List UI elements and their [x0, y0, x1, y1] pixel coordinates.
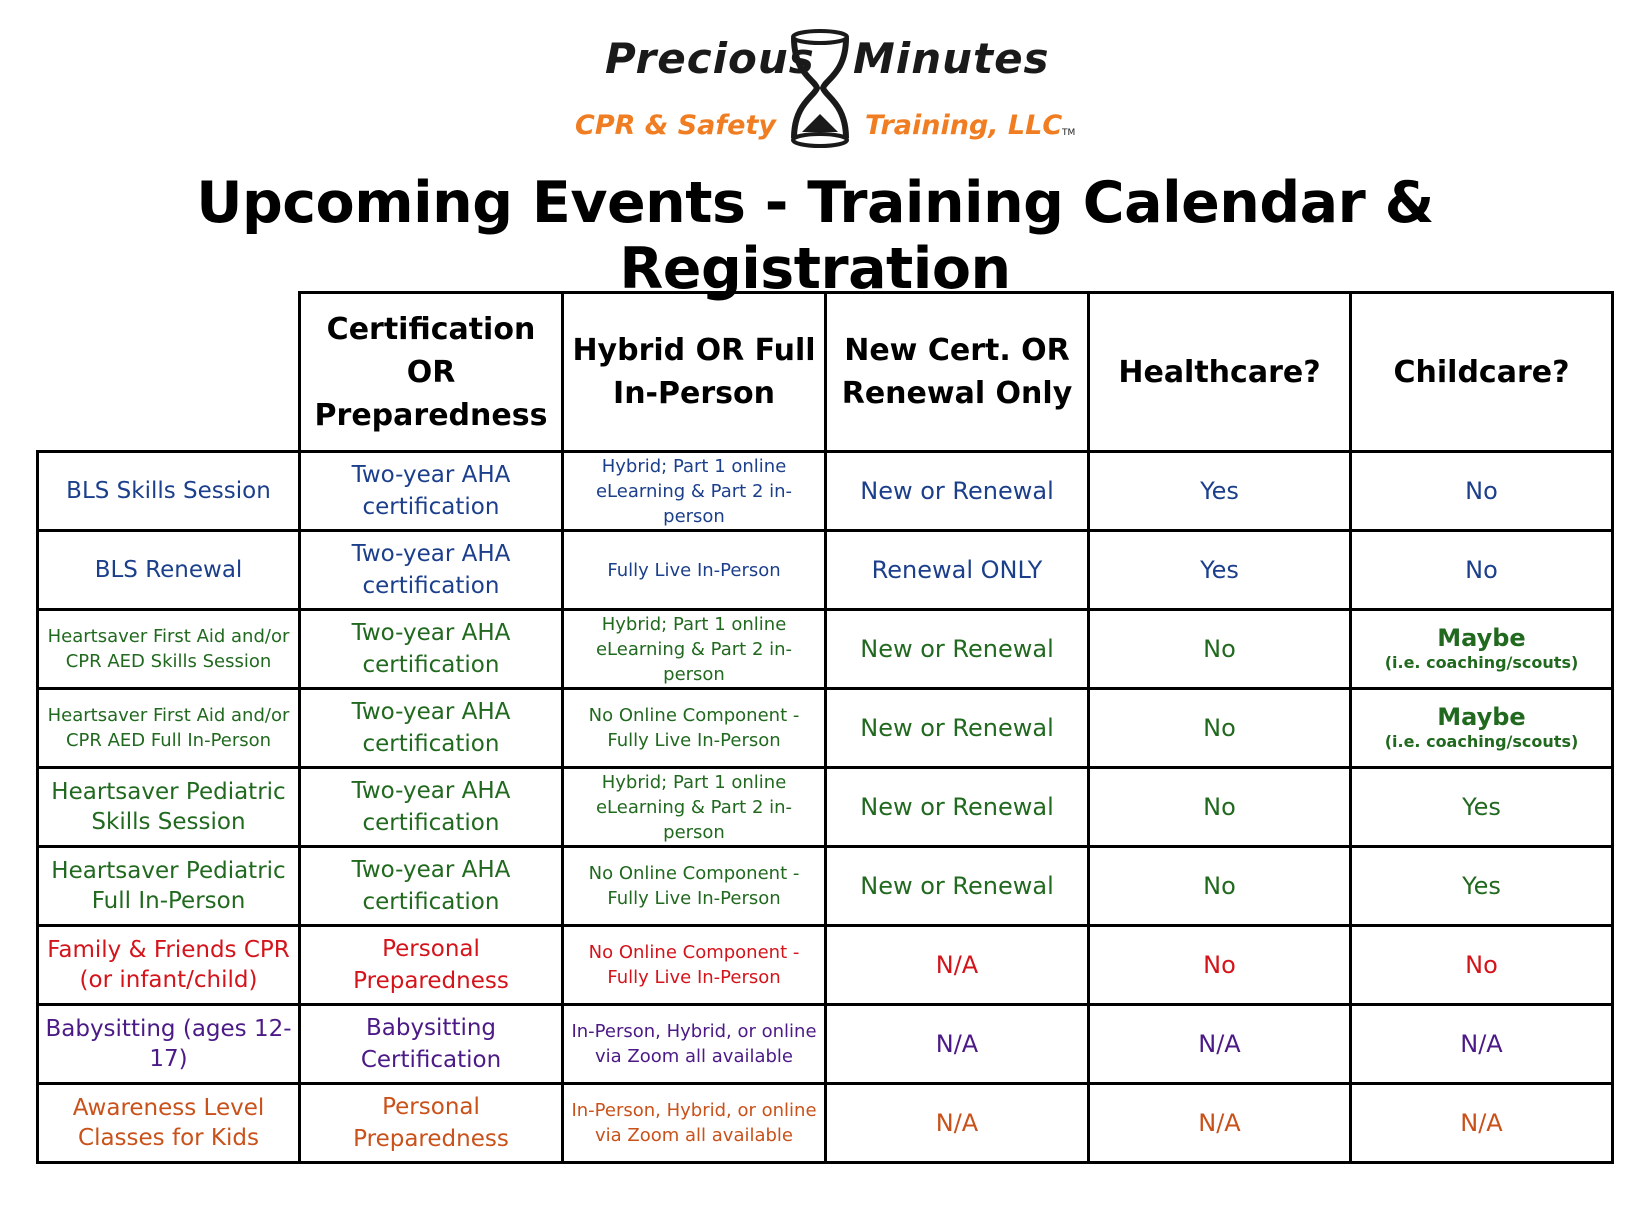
healthcare-value: N/A: [1089, 1005, 1351, 1084]
table-row: [38, 452, 1613, 531]
course-name: Awareness Level Classes for Kids: [38, 1084, 300, 1163]
cert-type: Two-year AHA certification: [300, 452, 563, 531]
delivery-mode: Fully Live In-Person: [563, 531, 826, 610]
table-header-row: [38, 293, 1613, 452]
table-row: [38, 689, 1613, 768]
cert-type: Two-year AHA certification: [300, 531, 563, 610]
header-corner: [38, 293, 300, 452]
childcare-note: (i.e. coaching/scouts): [1384, 653, 1579, 672]
cert-type: Two-year AHA certification: [300, 847, 563, 926]
training-table: [36, 291, 1614, 1164]
cert-type: Babysitting Certification: [300, 1005, 563, 1084]
course-name: Heartsaver First Aid and/or CPR AED Full In-Person: [38, 689, 300, 768]
logo-word-precious: Precious: [605, 34, 815, 83]
cert-type: Two-year AHA certification: [300, 768, 563, 847]
delivery-mode: In-Person, Hybrid, or online via Zoom all available: [563, 1005, 826, 1084]
header-format: Hybrid OR Full In-Person: [563, 293, 826, 452]
table-row: [38, 1005, 1613, 1084]
course-name: Babysitting (ages 12-17): [38, 1005, 300, 1084]
header-new-renewal: New Cert. OR Renewal Only: [826, 293, 1089, 452]
hourglass-icon: [788, 28, 852, 148]
healthcare-value: N/A: [1089, 1084, 1351, 1163]
childcare-value: N/A: [1351, 1005, 1613, 1084]
healthcare-value: No: [1089, 610, 1351, 689]
new-or-renewal: Renewal ONLY: [826, 531, 1089, 610]
logo-word-training-llc: Training, LLC: [865, 110, 1063, 141]
logo-word-minutes: Minutes: [853, 34, 1050, 83]
delivery-mode: Hybrid; Part 1 online eLearning & Part 2 in-person: [563, 768, 826, 847]
delivery-mode: Hybrid; Part 1 online eLearning & Part 2 in-person: [563, 610, 826, 689]
childcare-value: No: [1351, 531, 1613, 610]
new-or-renewal: N/A: [826, 1005, 1089, 1084]
childcare-value: Maybe: [1437, 703, 1526, 731]
childcare-value: Yes: [1351, 768, 1613, 847]
childcare-value: N/A: [1351, 1084, 1613, 1163]
course-name: Family & Friends CPR (or infant/child): [38, 926, 300, 1005]
healthcare-value: Yes: [1089, 531, 1351, 610]
new-or-renewal: New or Renewal: [826, 689, 1089, 768]
new-or-renewal: New or Renewal: [826, 768, 1089, 847]
table-row: [38, 768, 1613, 847]
table-row: [38, 847, 1613, 926]
delivery-mode: No Online Component - Fully Live In-Person: [563, 847, 826, 926]
course-name: Heartsaver Pediatric Full In-Person: [38, 847, 300, 926]
healthcare-value: No: [1089, 689, 1351, 768]
delivery-mode: No Online Component - Fully Live In-Person: [563, 926, 826, 1005]
delivery-mode: In-Person, Hybrid, or online via Zoom all available: [563, 1084, 826, 1163]
header-certification: Certification OR Preparedness: [300, 293, 563, 452]
healthcare-value: No: [1089, 926, 1351, 1005]
new-or-renewal: New or Renewal: [826, 847, 1089, 926]
company-logo: [570, 28, 1090, 148]
table-row: [38, 926, 1613, 1005]
childcare-value: No: [1351, 452, 1613, 531]
cert-type: Personal Preparedness: [300, 1084, 563, 1163]
healthcare-value: No: [1089, 847, 1351, 926]
new-or-renewal: New or Renewal: [826, 452, 1089, 531]
childcare-value: Yes: [1351, 847, 1613, 926]
childcare-note: (i.e. coaching/scouts): [1384, 732, 1579, 751]
logo-trademark: TM: [1062, 128, 1076, 138]
delivery-mode: Hybrid; Part 1 online eLearning & Part 2 in-person: [563, 452, 826, 531]
cert-type: Two-year AHA certification: [300, 689, 563, 768]
course-name: Heartsaver First Aid and/or CPR AED Skills Session: [38, 610, 300, 689]
childcare-value: Maybe: [1437, 624, 1526, 652]
course-name: BLS Renewal: [38, 531, 300, 610]
table-row: [38, 610, 1613, 689]
cert-type: Personal Preparedness: [300, 926, 563, 1005]
new-or-renewal: N/A: [826, 926, 1089, 1005]
healthcare-value: Yes: [1089, 452, 1351, 531]
course-name: Heartsaver Pediatric Skills Session: [38, 768, 300, 847]
header-childcare: Childcare?: [1351, 293, 1613, 452]
cert-type: Two-year AHA certification: [300, 610, 563, 689]
childcare-value: No: [1351, 926, 1613, 1005]
page-title: Upcoming Events - Training Calendar & Registration: [196, 170, 1434, 302]
table-row: [38, 1084, 1613, 1163]
healthcare-value: No: [1089, 768, 1351, 847]
header-healthcare: Healthcare?: [1089, 293, 1351, 452]
childcare-cell: [1351, 610, 1613, 689]
childcare-cell: [1351, 689, 1613, 768]
table-row: [38, 531, 1613, 610]
logo-word-cpr-safety: CPR & Safety: [575, 110, 776, 141]
course-name: BLS Skills Session: [38, 452, 300, 531]
new-or-renewal: New or Renewal: [826, 610, 1089, 689]
new-or-renewal: N/A: [826, 1084, 1089, 1163]
delivery-mode: No Online Component - Fully Live In-Person: [563, 689, 826, 768]
